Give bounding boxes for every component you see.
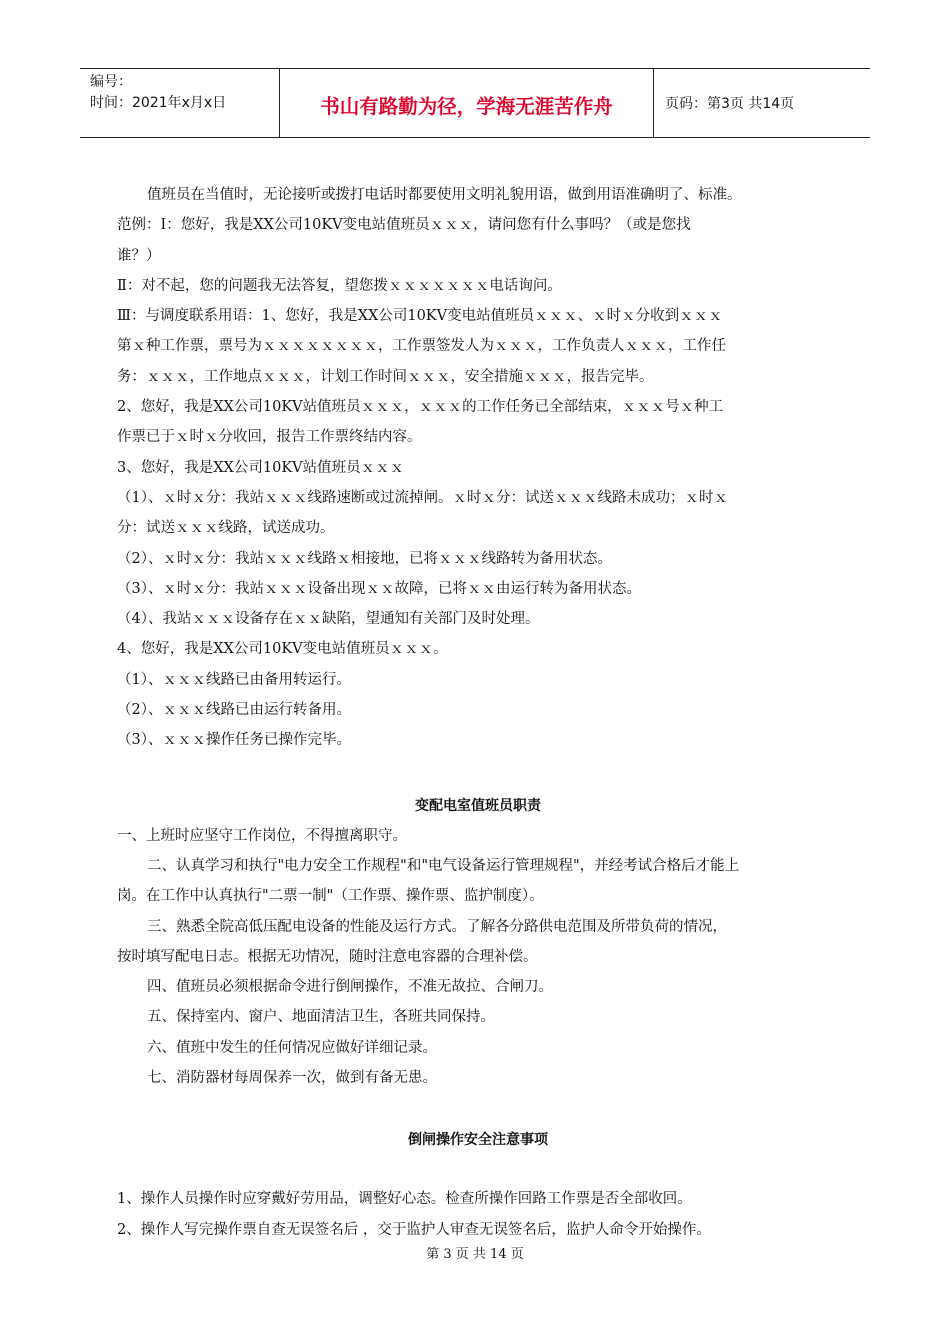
section-title: 变配电室值班员职责 bbox=[415, 797, 541, 814]
paragraph-line: （3）、ｘ时ｘ分：我站ｘｘｘ设备出现ｘｘ故障，已将ｘｘ由运行转为备用状态。 bbox=[117, 580, 641, 597]
paragraph-line: （1）、ｘ时ｘ分：我站ｘｘｘ线路速断或过流掉闸。ｘ时ｘ分：试送ｘｘｘ线路未成功；ｘ时ｘ bbox=[117, 489, 728, 506]
header-date-label: 时间：2021年x月x日 bbox=[90, 95, 227, 111]
paragraph-line: 作票已于ｘ时ｘ分收回，报告工作票终结内容。 bbox=[117, 429, 422, 446]
paragraph-line: 按时填写配电日志。根据无功情况，随时注意电容器的合理补偿。 bbox=[117, 948, 538, 965]
paragraph-line: （1）、ｘｘｘ线路已由备用转运行。 bbox=[117, 671, 351, 688]
paragraph-line: 范例：Ⅰ：您好，我是XX公司10KV变电站值班员ｘｘｘ，请问您有什么事吗？（或是您找 bbox=[117, 217, 691, 234]
section-switching-safety bbox=[117, 1125, 839, 1245]
paragraph-line: 值班员在当值时，无论接听或拨打电话时都要使用文明礼貌用语，做到用语准确明了、标准。 bbox=[147, 187, 742, 203]
paragraph-line: （2）、ｘｘｘ线路已由运行转备用。 bbox=[117, 702, 351, 719]
paragraph-line: 六、值班中发生的任何情况应做好详细记录。 bbox=[147, 1039, 437, 1056]
header-motto-cell bbox=[280, 69, 654, 137]
paragraph-line: 4、您好，我是XX公司10KV变电站值班员ｘｘｘ。 bbox=[117, 641, 448, 658]
header-motto: 书山有路勤为径，学海无涯苦作舟 bbox=[320, 95, 613, 118]
header-page-cell bbox=[654, 69, 870, 137]
paragraph-line: 第ｘ种工作票，票号为ｘｘｘｘｘｘｘｘ，工作票签发人为ｘｘｘ，工作负责人ｘｘｘ，工作任 bbox=[117, 338, 726, 355]
paragraph-line: 七、消防器材每周保养一次，做到有备无患。 bbox=[147, 1070, 437, 1087]
paragraph-line: 1、操作人员操作时应穿戴好劳用品，调整好心态。检查所操作回路工作票是否全部收回。 bbox=[117, 1191, 692, 1208]
paragraph-line: 2、操作人写完操作票自查无误签名后 ，交于监护人审查无误签名后，监护人命令开始操作。 bbox=[117, 1221, 711, 1238]
paragraph-line: 3、您好，我是XX公司10KV站值班员ｘｘｘ bbox=[117, 459, 405, 476]
section-phone-etiquette bbox=[117, 180, 839, 756]
header-meta-cell bbox=[80, 69, 280, 137]
section-duty-responsibilities bbox=[117, 791, 839, 1094]
spacer bbox=[117, 1093, 839, 1125]
paragraph-line: 务：ｘｘｘ，工作地点ｘｘｘ，计划工作时间ｘｘｘ，安全措施ｘｘｘ，报告完毕。 bbox=[117, 368, 654, 385]
paragraph-line: （3）、ｘｘｘ操作任务已操作完毕。 bbox=[117, 732, 351, 749]
paragraph-line: 三、熟悉全院高低压配电设备的性能及运行方式。了解各分路供电范围及所带负荷的情况， bbox=[147, 918, 727, 935]
page-footer: 第 3 页 共 14 页 bbox=[426, 1247, 524, 1262]
paragraph-line: 四、值班员必须根据命令进行倒闸操作，不准无故拉、合闸刀。 bbox=[147, 979, 553, 996]
paragraph-line: 二、认真学习和执行"电力安全工作规程"和"电气设备运行管理规程"，并经考试合格后才能上 bbox=[147, 857, 740, 874]
paragraph-line: 分：试送ｘｘｘ线路，试送成功。 bbox=[117, 520, 335, 537]
header-number-label: 编号： bbox=[90, 74, 132, 90]
document-body bbox=[117, 180, 839, 1245]
section-title: 倒闸操作安全注意事项 bbox=[408, 1132, 548, 1149]
paragraph-line: 岗。在工作中认真执行"二票一制"（工作票、操作票、监护制度）。 bbox=[117, 888, 544, 905]
paragraph-line: 一、上班时应坚守工作岗位，不得擅离职守。 bbox=[117, 827, 407, 844]
paragraph-line: 谁？） bbox=[117, 247, 161, 264]
spacer bbox=[117, 1155, 839, 1184]
paragraph-line: （2）、ｘ时ｘ分：我站ｘｘｘ线路ｘ相接地，已将ｘｘｘ线路转为备用状态。 bbox=[117, 550, 612, 567]
header-page-label: 页码：第3页 共14页 bbox=[665, 96, 795, 112]
paragraph-line: 2、您好，我是XX公司10KV站值班员ｘｘｘ，ｘｘｘ的工作任务已全部结束，ｘｘｘ号ｘ种工 bbox=[117, 399, 724, 416]
paragraph-line: （4）、我站ｘｘｘ设备存在ｘｘ缺陷，望通知有关部门及时处理。 bbox=[117, 611, 540, 628]
spacer bbox=[117, 756, 839, 791]
paragraph-line: 五、保持室内、窗户、地面清洁卫生，各班共同保持。 bbox=[147, 1009, 495, 1026]
document-header bbox=[80, 68, 870, 138]
paragraph-line: Ⅲ：与调度联系用语：1、您好，我是XX公司10KV变电站值班员ｘｘｘ、ｘ时ｘ分收到ｘｘｘ bbox=[117, 308, 723, 325]
paragraph-line: Ⅱ：对不起，您的问题我无法答复，望您拨ｘｘｘｘｘｘｘ电话询问。 bbox=[117, 277, 562, 294]
